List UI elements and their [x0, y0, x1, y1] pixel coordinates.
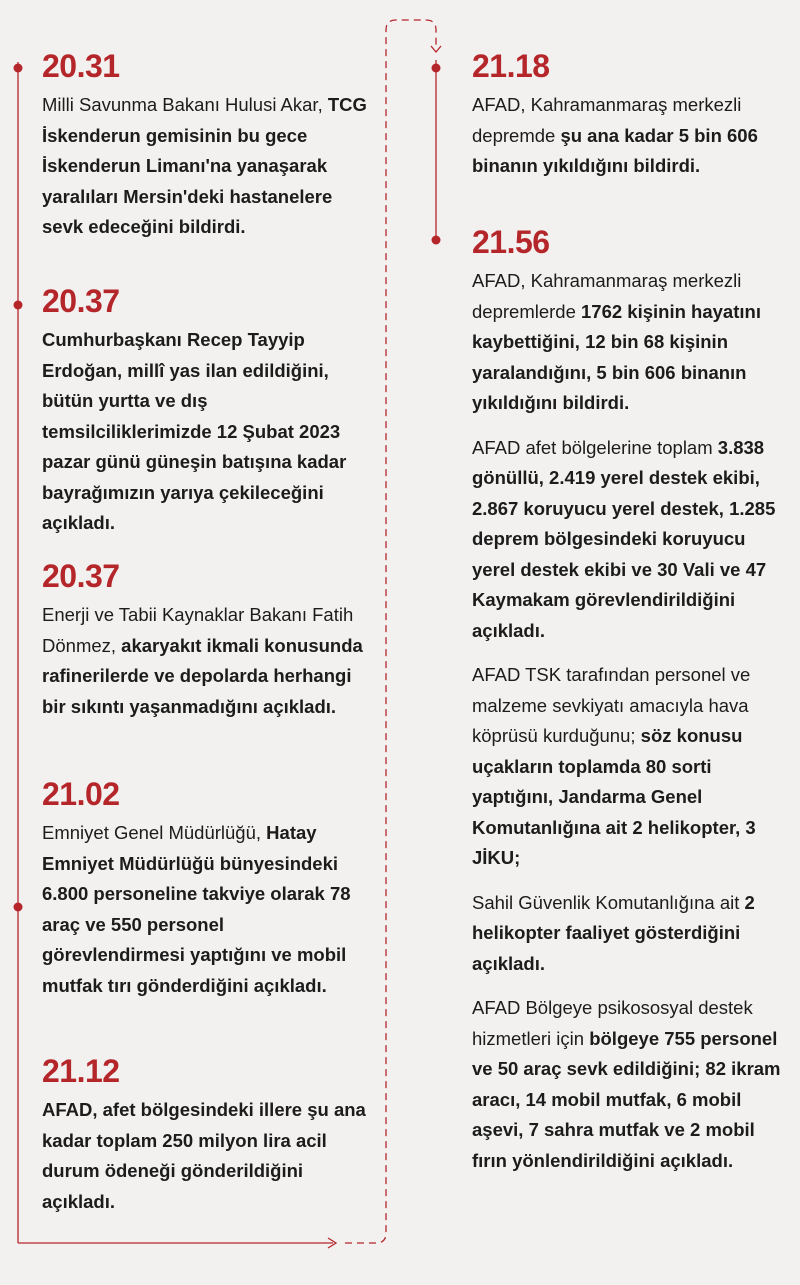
entry-text: [472, 660, 790, 874]
entry-time: 21.56: [472, 224, 550, 260]
text-regular: AFAD afet bölgelerine toplam: [472, 436, 718, 458]
entry-text: [472, 266, 790, 419]
entry-text: [472, 993, 790, 1176]
entry-text: [42, 90, 372, 243]
text-bold: 1762 kişinin hayatını kaybettiğini, 12 bin 68 kişinin yaralandığını, 5 bin 606 binanın yıkıldığını bildirdi.: [472, 300, 761, 413]
timeline-dot: [14, 64, 23, 73]
text-bold: şu ana kadar 5 bin 606 binanın yıkıldığını bildirdi.: [472, 124, 758, 176]
entry-time: 21.18: [472, 48, 550, 84]
entry-time: 20.37: [42, 558, 120, 594]
text-bold: Cumhurbaşkanı Recep Tayyip Erdoğan, millî yas ilan edildiğini, bütün yurtta ve dış temsilciliklerimizde 12 Şubat 2023 pazar günü güneşin batışına kadar bayrağımızın yarıya çekileceğini açıkladı.: [42, 329, 347, 533]
timeline-entry: [472, 224, 790, 1190]
text-bold: TCG İskenderun gemisinin bu gece İskenderun Limanı'na yanaşarak yaralıları Mersin'deki hastanelere sevk edeceğini bildirdi.: [42, 94, 367, 237]
timeline-entry: [472, 48, 790, 196]
timeline-entry: [42, 48, 372, 257]
entry-time: 20.31: [42, 48, 120, 84]
text-bold: akaryakıt ikmali konusunda rafinerilerde ve depolarda herhangi bir sıkıntı yaşanmadığını açıkladı.: [42, 634, 363, 717]
text-regular: Enerji ve Tabii Kaynaklar Bakanı Fatih Dönmez,: [42, 604, 354, 656]
text-bold: Hatay Emniyet Müdürlüğü bünyesindeki 6.800 personeline takviye olarak 78 araç ve 550 personel görevlendirmesi yaptığını ve mobil mutfak tırı gönderdiğini açıkladı.: [42, 822, 351, 996]
entry-time: 21.02: [42, 776, 120, 812]
entry-text: [472, 888, 790, 980]
entry-text: [472, 433, 790, 647]
text-regular: AFAD, Kahramanmaraş merkezli depremde: [472, 94, 742, 146]
timeline-dot: [14, 903, 23, 912]
timeline-dot: [432, 236, 441, 245]
entry-time: 20.37: [42, 283, 120, 319]
text-regular: AFAD, Kahramanmaraş merkezli depremlerde: [472, 270, 742, 322]
text-regular: AFAD TSK tarafından personel ve malzeme sevkiyatı amacıyla hava köprüsü kurduğunu;: [472, 664, 751, 746]
text-bold: AFAD, afet bölgesindeki illere şu ana kadar toplam 250 milyon lira acil durum ödeneği gönderildiğini açıkladı.: [42, 1099, 366, 1212]
entry-text: [42, 1095, 372, 1217]
text-regular: Milli Savunma Bakanı Hulusi Akar,: [42, 94, 328, 115]
text-bold: söz konusu uçakların toplamda 80 sorti yaptığını, Jandarma Genel Komutanlığına ait 2 helikopter, 3 JİKU;: [472, 725, 756, 868]
text-regular: AFAD Bölgeye psikososyal destek hizmetleri için: [472, 997, 753, 1049]
text-regular: Emniyet Genel Müdürlüğü,: [42, 822, 267, 843]
entry-text: [42, 818, 372, 1001]
timeline-dot: [14, 301, 23, 310]
entry-text: [42, 600, 372, 722]
entry-text: [42, 325, 372, 539]
timeline-entry: [42, 558, 372, 736]
timeline-entry: [42, 776, 372, 1015]
text-bold: 3.838 gönüllü, 2.419 yerel destek ekibi, 2.867 koruyucu yerel destek, 1.285 deprem bölgesindeki koruyucu yerel destek ekibi ve 30 Vali ve 47 Kaymakam görevlendirildiğini açıkladı.: [472, 436, 776, 641]
text-regular: Sahil Güvenlik Komutanlığına ait: [472, 891, 745, 913]
timeline-entry: [42, 283, 372, 553]
entry-time: 21.12: [42, 1053, 120, 1089]
text-bold: bölgeye 755 personel ve 50 araç sevk edildiğini; 82 ikram aracı, 14 mobil mutfak, 6 mobil aşevi, 7 sahra mutfak ve 2 mobil fırın yönlendirildiğini açıkladı.: [472, 1027, 781, 1171]
text-bold: 2 helikopter faaliyet gösterdiğini açıkladı.: [472, 891, 755, 974]
timeline-entry: [42, 1053, 372, 1231]
top-arrow-icon: [431, 46, 441, 52]
entry-text: [472, 90, 790, 182]
timeline-dot: [432, 64, 441, 73]
